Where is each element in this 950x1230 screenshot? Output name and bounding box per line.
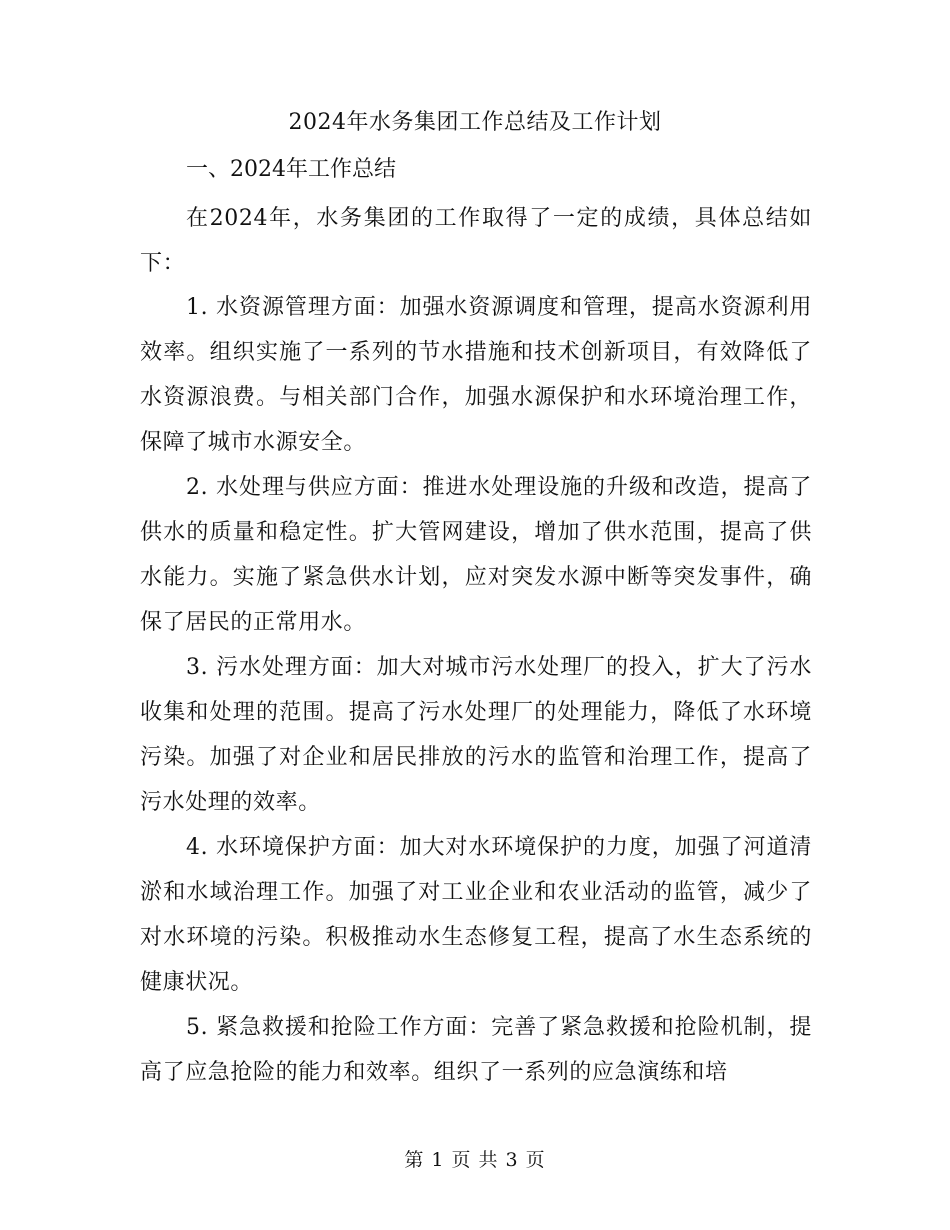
paragraph-water-supply: 2. 水处理与供应方面：推进水处理设施的升级和改造，提高了供水的质量和稳定性。扩大管网建设，增加了供水范围，提高了供水能力。实施了紧急供水计划，应对突发水源中断等突发事件，确保了居民的正常用水。 [140,475,812,635]
paragraph-intro: 在2024年，水务集团的工作取得了一定的成绩，具体总结如下： [140,206,812,276]
paragraph-emergency-rescue: 5. 紧急救援和抢险工作方面：完善了紧急救援和抢险机制，提高了应急抢险的能力和效率。组织了一系列的应急演练和培 [140,1015,812,1085]
paragraph-water-resources: 1. 水资源管理方面：加强水资源调度和管理，提高水资源利用效率。组织实施了一系列的节水措施和技术创新项目，有效降低了水资源浪费。与相关部门合作，加强水源保护和水环境治理工作，保障了城市水源安全。 [140,295,812,455]
paragraph-sewage-treatment: 3. 污水处理方面：加大对城市污水处理厂的投入，扩大了污水收集和处理的范围。提高了污水处理厂的处理能力，降低了水环境污染。加强了对企业和居民排放的污水的监管和治理工作，提高了污水处理的效率。 [140,655,812,815]
paragraph-environment-protection: 4. 水环境保护方面：加大对水环境保护的力度，加强了河道清淤和水域治理工作。加强了对工业企业和农业活动的监管，减少了对水环境的污染。积极推动水生态修复工程，提高了水生态系统的健康状况。 [140,835,812,995]
section-heading: 一、2024年工作总结 [186,157,396,182]
document-title: 2024年水务集团工作总结及工作计划 [288,110,662,135]
page-number-footer: 第 1 页 共 3 页 [404,1149,546,1171]
